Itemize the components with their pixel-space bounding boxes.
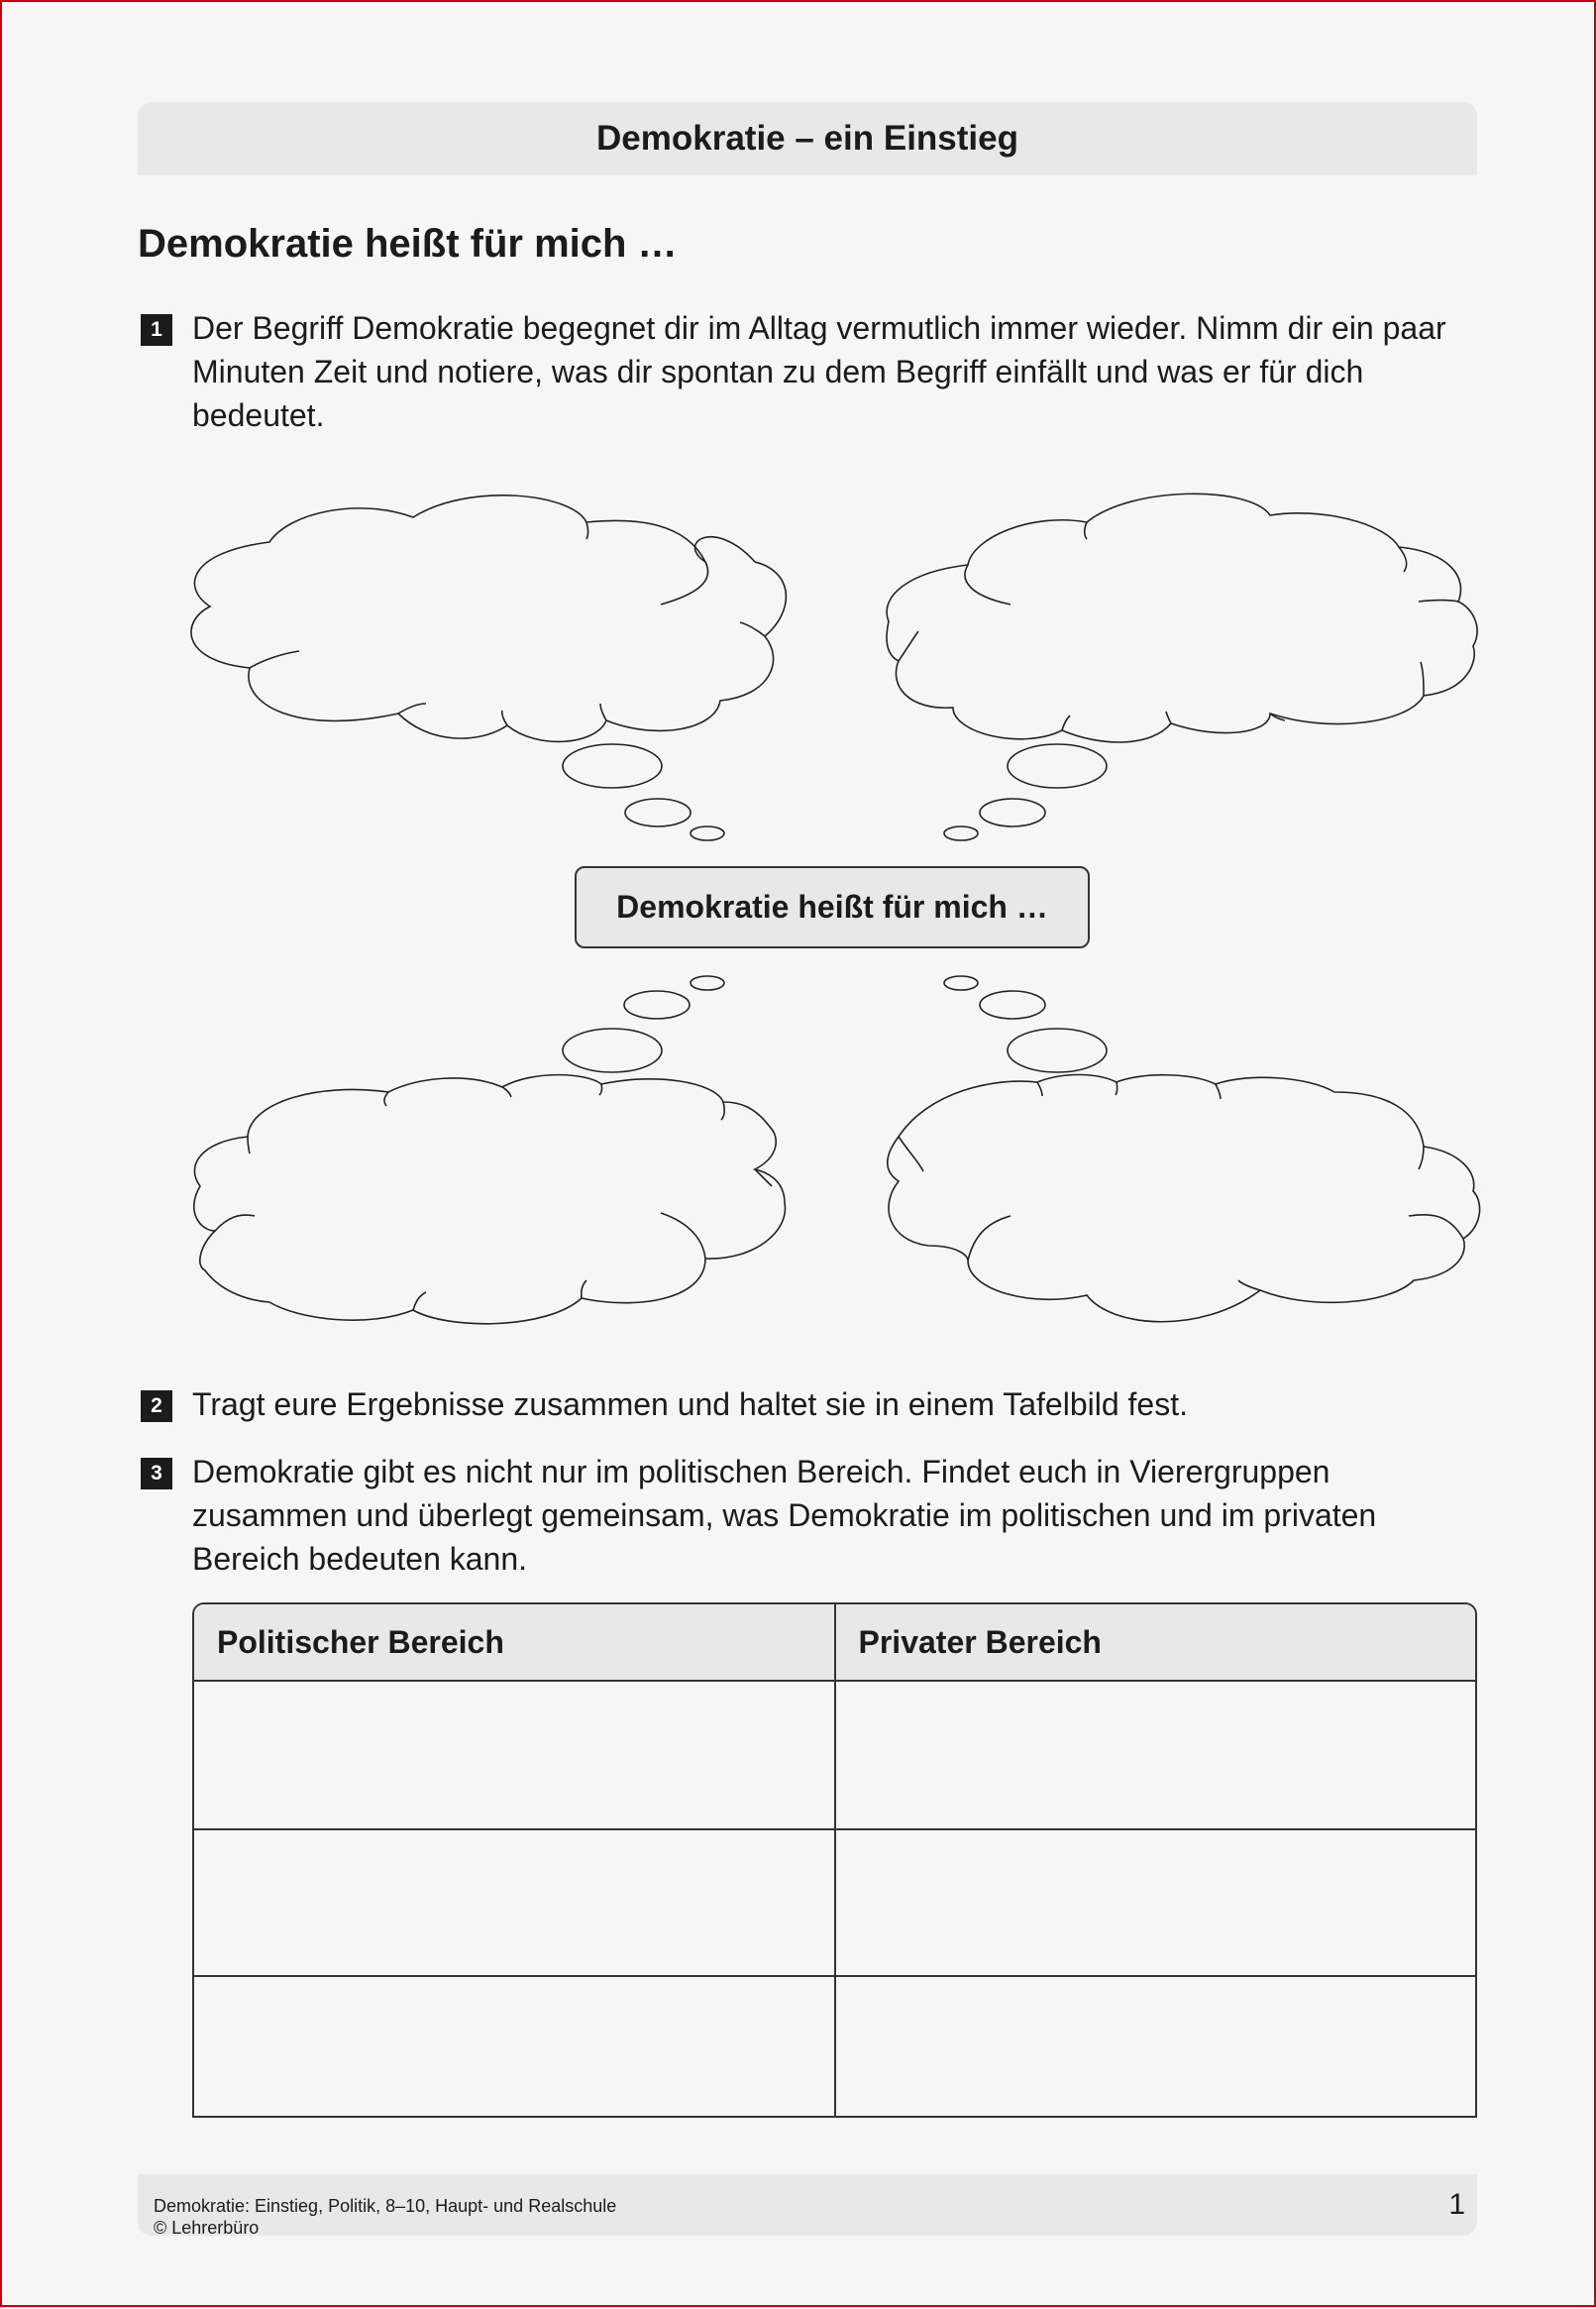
comparison-table (192, 1602, 1477, 2118)
table-cell[interactable] (194, 1830, 834, 1975)
table-cell[interactable] (834, 1830, 1476, 1975)
table-row (194, 1975, 1475, 2118)
thought-bubble (1008, 744, 1107, 788)
mindmap-center-label: Demokratie heißt für mich … (575, 866, 1090, 948)
column-header-private: Privater Bereich (834, 1604, 1476, 1680)
column-header-political: Politischer Bereich (217, 1623, 504, 1660)
table-cell[interactable] (834, 1977, 1476, 2118)
page-title: Demokratie – ein Einstieg (596, 119, 1018, 158)
footer-copyright: © Lehrerbüro (154, 2218, 260, 2238)
table-cell[interactable] (194, 1977, 834, 2118)
task-number-badge: 1 (141, 314, 172, 346)
task-2 (138, 1382, 1477, 1426)
thought-cloud-bottom-right (888, 1075, 1480, 1322)
task-1 (138, 306, 1477, 437)
task-number-badge: 3 (141, 1458, 172, 1489)
table-header-row (194, 1604, 1475, 1682)
task-3 (138, 1450, 1477, 1581)
table-cell[interactable] (194, 1682, 834, 1828)
thought-bubble (980, 799, 1045, 826)
thought-bubble (624, 991, 690, 1019)
table-row (194, 1828, 1475, 1975)
thought-cloud-bottom-left (194, 1075, 786, 1324)
task-1-text: Der Begriff Demokratie begegnet dir im Alltag vermutlich immer wieder. Nimm dir ein paar Minuten Zeit und notiere, was dir spontan zu dem Begriff einfällt und was er für dich bedeutet. (192, 310, 1446, 433)
page-number: 1 (1448, 2188, 1465, 2221)
thought-bubble (944, 826, 978, 840)
section-title: Demokratie heißt für mich … (138, 222, 678, 266)
task-number-badge: 2 (141, 1390, 172, 1422)
thought-bubble (980, 991, 1045, 1019)
thought-bubble (944, 976, 978, 990)
footer-source: Demokratie: Einstieg, Politik, 8–10, Haupt- und Realschule (154, 2196, 617, 2216)
table-cell[interactable] (834, 1682, 1476, 1828)
thought-cloud-top-right (887, 494, 1477, 742)
task-3-text: Demokratie gibt es nicht nur im politischen Bereich. Findet euch in Vierergruppen zusammen und überlegt gemeinsam, was Demokratie im politischen und im privaten Bereich bedeuten kann. (192, 1454, 1377, 1577)
thought-bubble (563, 744, 662, 788)
thought-bubble (691, 826, 724, 840)
header-bar (138, 102, 1477, 175)
table-row (194, 1682, 1475, 1828)
task-2-text: Tragt eure Ergebnisse zusammen und haltet sie in einem Tafelbild fest. (192, 1386, 1188, 1422)
thought-bubble (563, 1029, 662, 1072)
thought-bubble (625, 799, 691, 826)
thought-bubble (691, 976, 724, 990)
footer-bar (138, 2174, 1477, 2236)
thought-bubble (1008, 1029, 1107, 1072)
thought-cloud-top-left (191, 495, 786, 742)
